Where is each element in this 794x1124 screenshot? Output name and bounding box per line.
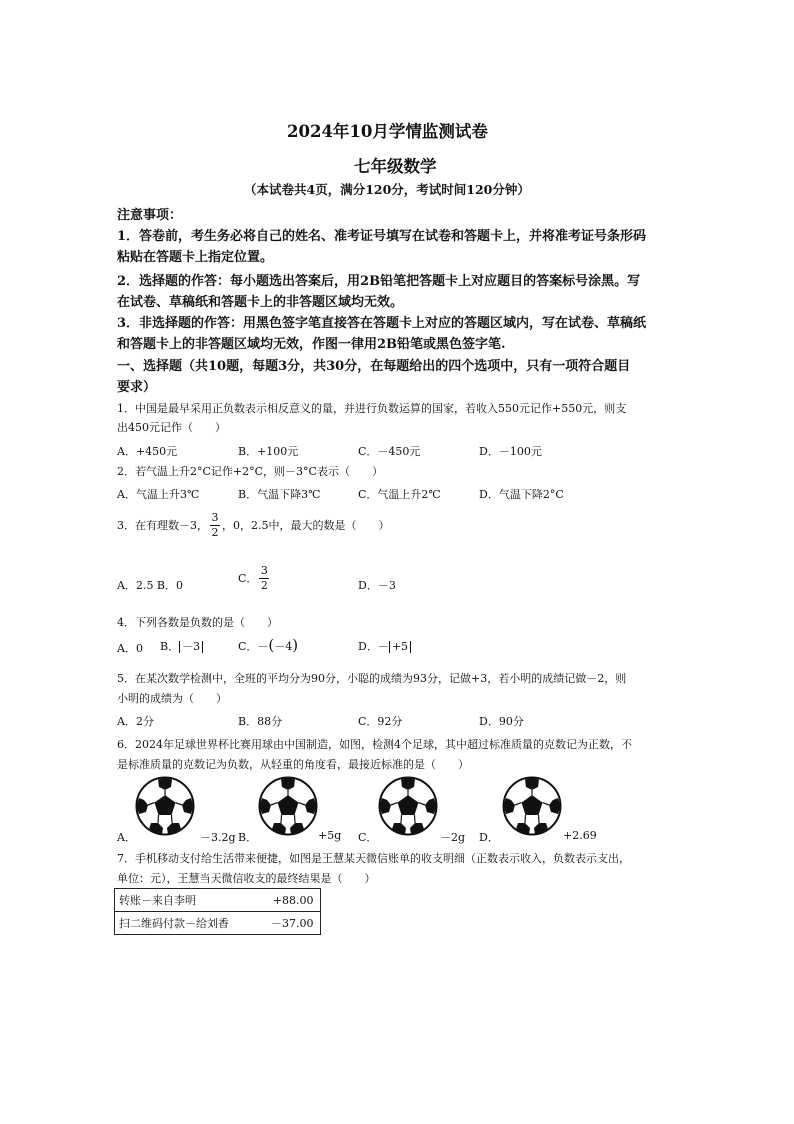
q2-option-c: C．气温上升2℃ [358, 488, 441, 501]
q4-option-d-pre: － [377, 640, 389, 653]
q3-fraction-den: 2 [211, 525, 219, 539]
q6-option-d-label: D． [479, 831, 499, 844]
bill-item: 扫二维码付款－给刘香 [115, 912, 236, 935]
q4-option-c-val: －4 [274, 640, 293, 653]
wechat-bill-table [114, 888, 321, 935]
section-1-heading: 一、选择题（共10题，每题3分，共30分，在每题给出的四个选项中，只有一项符合题目 [117, 359, 631, 374]
note-3-line-1: 3．非选择题的作答：用黑色签字笔直接答在答题卡上对应的答题区域内，写在试卷、草稿纸 [117, 316, 647, 331]
notes-heading: 注意事项： [117, 208, 183, 223]
q5-stem-line-2: 小明的成绩为（ ） [117, 692, 227, 705]
q4-option-b [160, 638, 203, 654]
exam-info: （本试卷共4页，满分120分，考试时间120分钟） [244, 182, 530, 197]
q1-stem-line-2: 出450元记作（ ） [117, 421, 226, 434]
q3-fraction-num: 3 [211, 511, 219, 524]
q3-stem [117, 512, 390, 538]
q5-option-b: B．88分 [238, 715, 283, 728]
q3-option-c [238, 565, 271, 591]
q4-option-b-label: B． [160, 640, 180, 653]
q4-option-d-label: D． [358, 640, 378, 653]
note-3-line-2: 和答题卡上的非答题区域均无效，作图一律用2B铅笔或黑色签字笔. [117, 337, 506, 352]
q3-option-c-num: 3 [260, 564, 268, 577]
note-2-line-1: 2．选择题的作答：每小题选出答案后，用2B铅笔把答题卡上对应题目的答案标号涂黑。写 [117, 274, 641, 289]
q7-stem-line-1: 7．手机移动支付给生活带来便捷，如图是王慧某天微信账单的收支明细（正数表示收入，负数表示支出， [117, 852, 630, 865]
q6-option-a-label: A． [117, 831, 136, 844]
q5-option-c: C．92分 [358, 715, 403, 728]
q4-option-c-label: C． [238, 640, 258, 653]
table-row [115, 912, 321, 935]
exam-title: 2024年10月学情监测试卷 [287, 122, 488, 141]
bill-item: 转账－来自李明 [119, 894, 196, 907]
q1-option-c: C．－450元 [358, 445, 421, 458]
q6-stem-line-2: 是标准质量的克数记为负数，从轻重的角度看，最接近标准的是（ ） [117, 758, 469, 771]
q6-stem-line-1: 6．2024年足球世界杯比赛用球由中国制造，如图，检测4个足球，其中超过标准质量的克数记为正数，不 [117, 738, 632, 751]
q3-option-ab: A．2.5 B．0 [117, 579, 184, 592]
table-row [115, 889, 321, 912]
q1-option-d: D．－100元 [479, 445, 542, 458]
bill-amount: －37.00 [235, 912, 320, 935]
q6-option-a-value: －3.2g [200, 831, 236, 844]
note-2-line-2: 在试卷、草稿纸和答题卡上的非答题区域均无效。 [117, 295, 404, 310]
q4-option-d-abs: +5 [389, 641, 411, 653]
q5-stem-line-1: 5．在某次数学检测中，全班的平均分为90分，小聪的成绩为93分，记做+3，若小明的成绩记做－2，则 [117, 672, 627, 685]
q1-option-b: B．+100元 [238, 445, 299, 458]
q4-option-c: C．－(－4) [238, 636, 299, 654]
q2-option-a: A．气温上升3℃ [117, 488, 200, 501]
q6-option-c-label: C． [358, 831, 378, 844]
q6-option-d-value: +2.69 [563, 829, 597, 842]
section-1-heading-cont: 要求） [117, 380, 157, 395]
q5-option-a: A．2分 [117, 715, 154, 728]
q5-option-d: D．90分 [479, 715, 524, 728]
q4-option-a: A．0 [117, 642, 143, 655]
q4-option-d [358, 638, 411, 654]
exam-subject: 七年级数学 [354, 157, 437, 176]
q6-option-c-value: －2g [440, 831, 466, 844]
q7-stem-line-2: 单位：元），王慧当天微信收支的最终结果是（ ） [117, 872, 376, 885]
q3-option-c-fraction [259, 565, 269, 591]
q3-option-d: D．－3 [358, 579, 396, 592]
q1-option-a: A．+450元 [117, 445, 178, 458]
q2-stem: 2．若气温上升2°C记作+2°C，则－3°C表示（ ） [117, 465, 383, 478]
soccer-ball-icon [135, 776, 195, 836]
q3-stem-pre: 3．在有理数－3， [117, 519, 208, 533]
q2-option-b: B．气温下降3℃ [238, 488, 321, 501]
q6-option-b-value: +5g [318, 829, 342, 842]
q4-option-b-abs: －3 [179, 641, 203, 653]
q3-option-c-den: 2 [260, 578, 268, 592]
q2-option-d: D．气温下降2°C [479, 488, 564, 501]
soccer-ball-icon [502, 776, 562, 836]
soccer-ball-icon [378, 776, 438, 836]
q1-stem-line-1: 1．中国是最早采用正负数表示相反意义的量，并进行负数运算的国家，若收入550元记作+550元，则支 [117, 402, 627, 415]
q6-option-b-label: B． [238, 831, 258, 844]
q4-stem: 4．下列各数是负数的是（ ） [117, 616, 278, 629]
q3-stem-post: ，0，2.5中，最大的数是（ ） [222, 519, 390, 533]
note-1-line-2: 粘贴在答题卡上指定位置。 [117, 250, 274, 265]
q3-fraction [210, 512, 220, 538]
bill-amount: +88.00 [272, 893, 314, 907]
q3-option-c-label: C． [238, 572, 258, 586]
q4-option-c-pre: － [257, 640, 269, 653]
note-1-line-1: 1．答卷前，考生务必将自己的姓名、准考证号填写在试卷和答题卡上，并将准考证号条形码 [117, 229, 647, 244]
soccer-ball-icon [258, 776, 318, 836]
